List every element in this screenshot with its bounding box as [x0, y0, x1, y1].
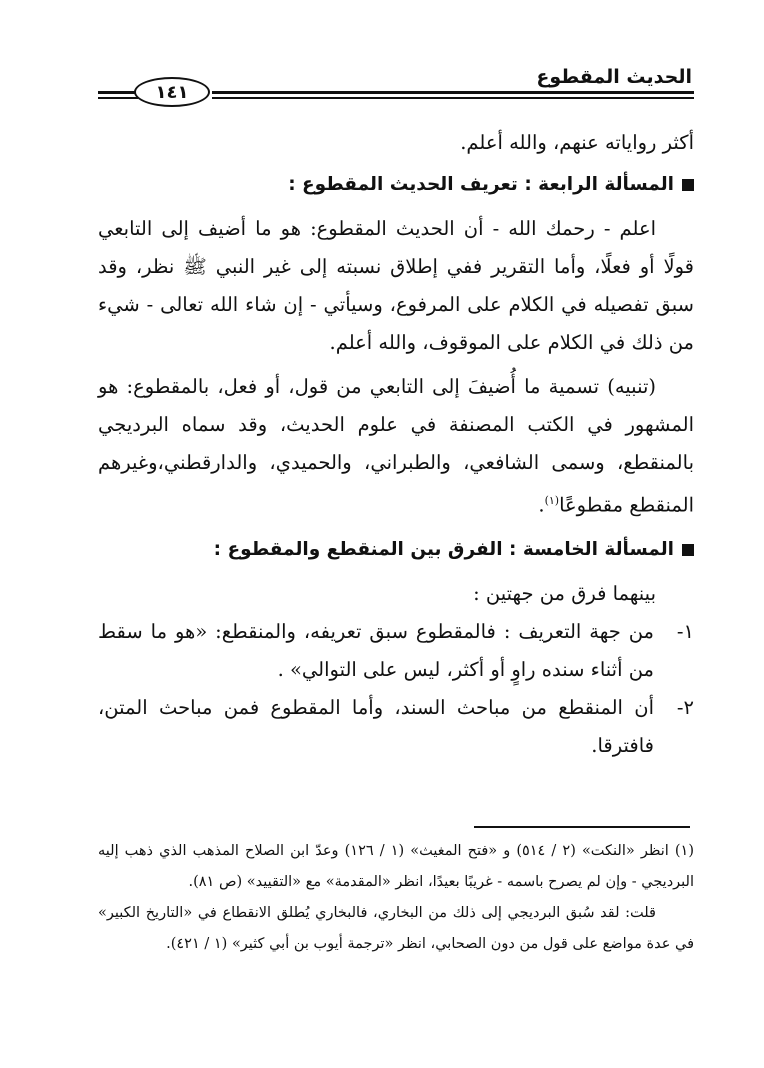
section-label: المسألة الرابعة :: [524, 174, 674, 195]
section-label: المسألة الخامسة :: [509, 538, 674, 560]
footnote-1: (١) انظر «النكت» (٢ / ٥١٤) و «فتح المغيث» (١ / ١٢٦) وعدّ ابن الصلاح المذهب الذي ذهب إليه البرديجي - وإن لم يصرح باسمه - غريبًا بعيدًا، انظر «المقدمة» مع «التقييد» (ص ٨١).: [98, 843, 694, 890]
header-rule-left-bottom: [98, 97, 138, 99]
footnote-comment: قلت: لقد سُبق البرديجي إلى ذلك من البخاري، فالبخاري يُطلق الانقطاع في «التاريخ الكبير» في عدة مواضع على قول من دون الصحابي، انظر «ترجمة أيوب بن أبي كثير» (١ / ٤٢١).: [98, 905, 694, 952]
section-heading-5: [98, 531, 694, 569]
paragraph-intro: أكثر رواياته عنهم، والله أعلم.: [460, 131, 694, 154]
paragraph-difference-intro: بينهما فرق من جهتين :: [473, 581, 656, 605]
list-item: [98, 689, 694, 765]
list-item-number: ١-: [676, 619, 694, 643]
paragraph-definition: اعلم - رحمك الله - أن الحديث المقطوع: هو ما أضيف إلى التابعي قولًا أو فعلًا، وأما التقرير ففي إطلاق نسبته إلى غير النبي ﷺ نظر، وقد سبق تفصيله في الكلام على المرفوع، وسيأتي - إن شاء الله تعالى - شيء من ذلك في الكلام على الموقوف، والله أعلم.: [98, 217, 694, 354]
note-text: (تنبيه) تسمية ما أُضيفَ إلى التابعي من قول، أو فعل، بالمقطوع: هو المشهور في الكتب المصنفة في علوم الحديث، وقد سماه البرديجي بالمنقطع، وسمى الشافعي، والطبراني، والحميدي، والدارقطني،وغيرهم المنقطع مقطوعًا: [98, 375, 694, 517]
header-rule-top: [212, 91, 694, 94]
header-rule-left-top: [98, 91, 138, 94]
running-title: الحديث المقطوع: [536, 66, 692, 88]
header-rule-bottom: [212, 97, 694, 99]
page-number: ١٤١: [134, 77, 210, 107]
list-item-text: أن المنقطع من مباحث السند، وأما المقطوع فمن مباحث المتن، فافترقا.: [98, 695, 654, 757]
footnotes: [98, 836, 694, 960]
section-title: الفرق بين المنقطع والمقطوع :: [213, 538, 503, 560]
footnote-ref[interactable]: (١): [544, 494, 560, 507]
main-text: [98, 124, 694, 765]
section-title: تعريف الحديث المقطوع :: [288, 174, 518, 195]
section-heading-4: [98, 166, 694, 204]
square-bullet-icon: [682, 544, 694, 556]
list-item: [98, 613, 694, 689]
list-item-text: من جهة التعريف : فالمقطوع سبق تعريفه، والمنقطع: «هو ما سقط من أثناء سنده راوٍ أو أكثر، ليس على التوالي» .: [98, 619, 654, 681]
note-end: .: [538, 493, 545, 517]
square-bullet-icon: [682, 179, 694, 191]
footnote-divider: [474, 826, 690, 828]
paragraph-note: [98, 368, 694, 525]
list-item-number: ٢-: [676, 695, 694, 719]
